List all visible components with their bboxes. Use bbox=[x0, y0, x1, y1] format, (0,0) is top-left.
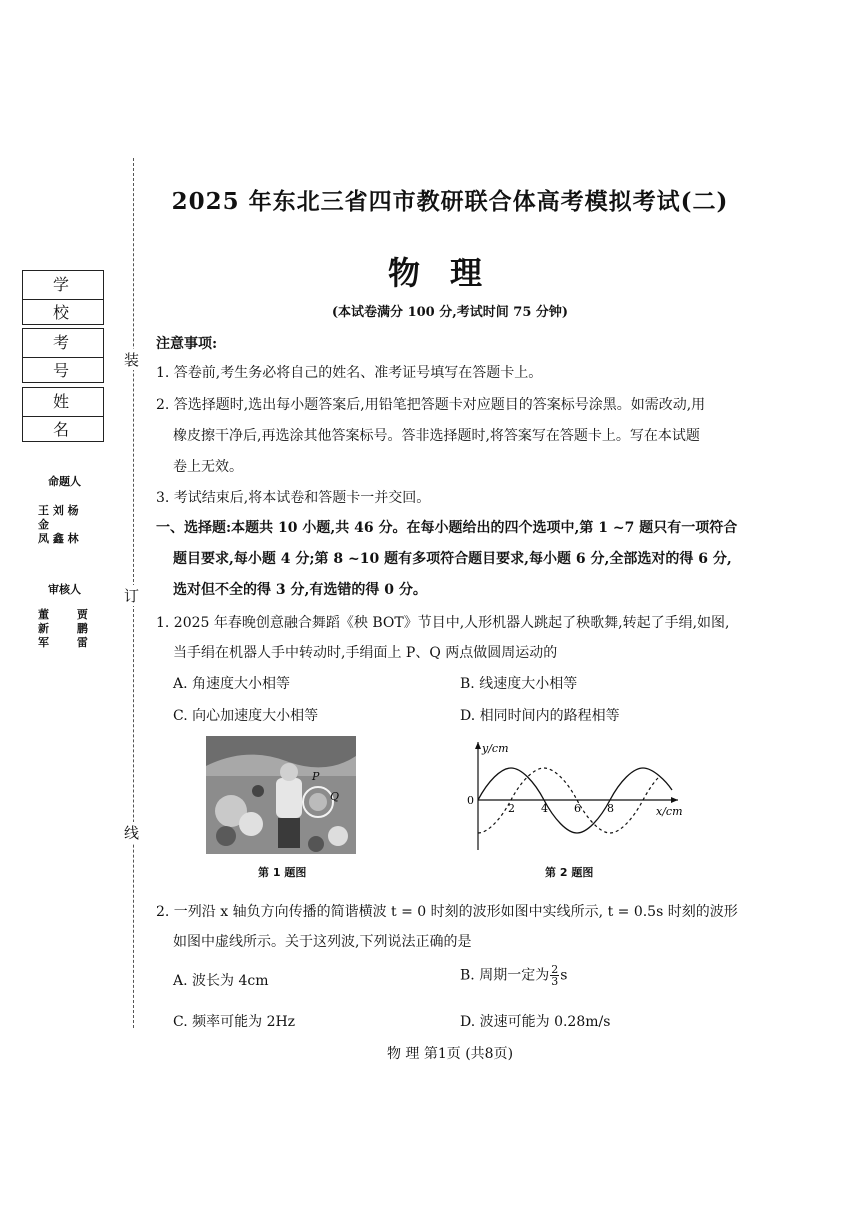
authors-title: 命题人 bbox=[48, 475, 81, 488]
authors-list bbox=[38, 504, 79, 546]
reviewers-row: 董 贾 bbox=[38, 608, 88, 621]
y-axis-arrow bbox=[475, 742, 481, 749]
name-label: 姓名 bbox=[23, 388, 103, 417]
reviewers-title: 审核人 bbox=[48, 583, 81, 596]
notes-title: 注意事项: bbox=[156, 336, 218, 352]
reviewers-row: 新 鹏 bbox=[38, 622, 88, 635]
origin-label: 0 bbox=[467, 794, 474, 807]
binding-mark-xian: 线 bbox=[124, 824, 140, 842]
exam-number-label: 考号 bbox=[23, 329, 103, 358]
school-box bbox=[22, 270, 104, 325]
q2-stem-line-1: 2. 一列沿 x 轴负方向传播的简谐横波 t = 0 时刻的波形如图中实线所示, t = 0.5s 时刻的波形 bbox=[156, 904, 738, 920]
x-axis-arrow bbox=[671, 797, 678, 803]
note-2-line-3: 卷上无效。 bbox=[173, 459, 243, 475]
name-box bbox=[22, 387, 104, 442]
q2-option-a: A. 波长为 4cm bbox=[173, 973, 269, 989]
section-1-line-3: 选对但不全的得 3 分,有选错的得 0 分。 bbox=[173, 582, 427, 598]
binding-mark-zhuang: 装 bbox=[124, 351, 140, 369]
reviewers-row: 军 雷 bbox=[38, 636, 88, 649]
x-tick-label: 2 bbox=[508, 802, 515, 815]
page-footer: 物 理 第1页 (共8页) bbox=[386, 1046, 514, 1062]
authors-row: 金 bbox=[38, 518, 49, 531]
q1-stem-line-2: 当手绢在机器人手中转动时,手绢面上 P、Q 两点做圆周运动的 bbox=[173, 645, 558, 661]
fraction bbox=[550, 964, 559, 987]
x-axis-label: x/cm bbox=[656, 805, 683, 818]
fraction-denominator: 3 bbox=[551, 975, 559, 988]
subject-title: 物理 bbox=[387, 254, 512, 292]
x-tick-label: 4 bbox=[541, 802, 548, 815]
q2-option-d: D. 波速可能为 0.28m/s bbox=[460, 1014, 611, 1030]
q2-option-c: C. 频率可能为 2Hz bbox=[173, 1014, 296, 1030]
q1-stem-line-1: 1. 2025 年春晚创意融合舞蹈《秧 BOT》节目中,人形机器人跳起了秧歌舞,转起了手绢,如图, bbox=[156, 615, 730, 631]
q2-stem-line-2: 如图中虚线所示。关于这列波,下列说法正确的是 bbox=[173, 934, 472, 950]
fraction-numerator: 2 bbox=[551, 963, 559, 976]
y-axis-label: y/cm bbox=[482, 742, 509, 755]
note-2-line-2: 橡皮擦干净后,再选涂其他答案标号。答非选择题时,将答案写在答题卡上。写在本试题 bbox=[173, 428, 700, 444]
q1-option-a: A. 角速度大小相等 bbox=[173, 676, 291, 692]
x-tick-label: 8 bbox=[607, 802, 614, 815]
authors-row: 王 刘 杨 bbox=[38, 504, 79, 517]
point-p-label: P bbox=[312, 770, 320, 783]
note-3: 3. 考试结束后,将本试卷和答题卡一并交回。 bbox=[156, 490, 431, 506]
binding-mark-ding: 订 bbox=[124, 587, 140, 605]
authors-row: 凤 鑫 林 bbox=[38, 532, 79, 545]
section-1-line-1: 一、选择题:本题共 10 小题,共 46 分。在每小题给出的四个选项中,第 1 ~7 题只有一项符合 bbox=[156, 520, 738, 536]
fig1-caption: 第 1 题图 bbox=[258, 866, 307, 879]
q2-option-b-text: B. 周期一定为 bbox=[460, 967, 550, 984]
school-label: 学校 bbox=[23, 271, 103, 300]
q2-option-b-unit: s bbox=[560, 967, 568, 984]
wave-graph bbox=[460, 738, 690, 856]
q1-option-c: C. 向心加速度大小相等 bbox=[173, 708, 319, 724]
exam-title: 2025 年东北三省四市教研联合体高考模拟考试(二) bbox=[171, 188, 729, 215]
reviewers-list bbox=[38, 608, 88, 650]
section-1-line-2: 题目要求,每小题 4 分;第 8 ~10 题有多项符合题目要求,每小题 6 分,全部选对的得 6 分, bbox=[173, 551, 732, 567]
x-tick-label: 6 bbox=[574, 802, 581, 815]
exam-number-box bbox=[22, 328, 104, 383]
time-info: (本试卷满分 100 分,考试时间 75 分钟) bbox=[331, 305, 569, 320]
q1-option-d: D. 相同时间内的路程相等 bbox=[460, 708, 620, 724]
fig2-caption: 第 2 题图 bbox=[545, 866, 594, 879]
robot-dance-photo bbox=[206, 736, 356, 854]
note-1: 1. 答卷前,考生务必将自己的姓名、准考证号填写在答题卡上。 bbox=[156, 365, 543, 381]
note-2-line-1: 2. 答选择题时,选出每小题答案后,用铅笔把答题卡对应题目的答案标号涂黑。如需改动,用 bbox=[156, 397, 706, 413]
q2-option-b bbox=[460, 964, 567, 987]
point-q-label: Q bbox=[330, 790, 340, 803]
q1-option-b: B. 线速度大小相等 bbox=[460, 676, 578, 692]
